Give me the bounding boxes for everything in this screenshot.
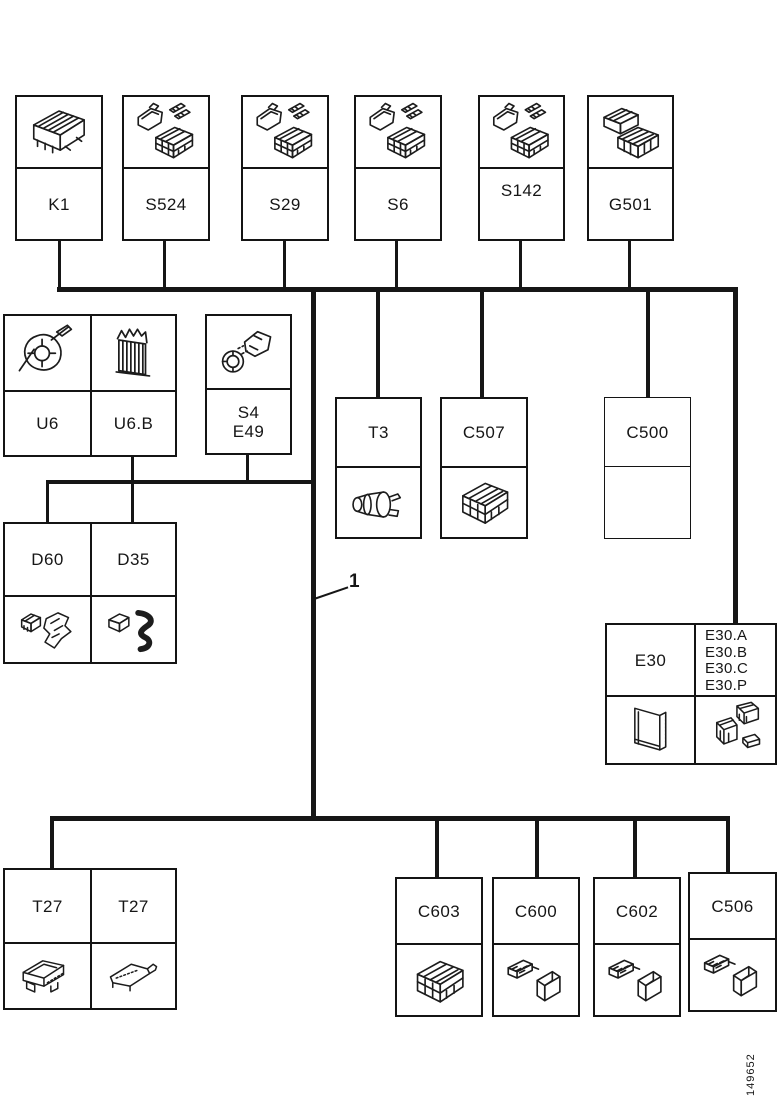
node-t27-left-label: T27 [32,896,63,916]
c500-empty-cell [605,467,690,538]
wire-d35-drop [131,480,134,524]
node-c507 [440,397,528,539]
node-u6b-label: U6.B [90,390,175,455]
s524-illustration [124,97,208,169]
shell-connector-icon [10,947,85,1005]
e30-illustration [607,695,694,763]
t27-left-illustration [5,942,90,1008]
s29-illustration [243,97,327,169]
node-c603 [395,877,483,1017]
node-k1-label: K1 [48,194,70,214]
e30-variants-illustration [694,695,775,763]
wire-t3-drop [376,292,380,398]
wire-right-trunk [733,287,738,624]
node-c500-label: C500 [605,398,690,467]
harness-callout: 1 [349,571,360,592]
node-c602 [593,877,681,1017]
node-t27-right-label: T27 [90,870,175,942]
s4-e49-illustration [207,316,290,390]
wire-c603-drop [435,820,439,879]
node-d60-label: D60 [31,550,64,569]
connector-pair-icon [248,101,322,164]
connector-pair-icon [485,101,558,164]
node-d35-label: D35 [90,524,175,595]
node-group-t27 [3,868,177,1010]
wire-main-trunk [311,287,316,819]
node-g501 [587,95,674,241]
connector-housings-icon [594,101,667,164]
connector-pair-icon [361,101,435,164]
t3-illustration [337,468,420,537]
node-s6 [354,95,442,241]
node-s4-e49-label: S4 E49 [232,402,265,441]
wire-mid-connector [46,480,314,484]
node-s142-label: S142 [500,181,543,200]
k1-illustration [17,97,101,169]
c603-illustration [397,945,481,1015]
terminal-bracket-icon [695,944,770,1007]
node-c506-label: C506 [690,874,775,940]
wire-s29-drop [283,240,286,288]
wire-c507-drop [480,292,484,398]
node-s142 [478,95,565,241]
terminal-bracket-icon [600,949,674,1012]
node-c506 [688,872,777,1012]
node-c603-label: C603 [397,879,481,945]
callout-leader-line [314,586,349,600]
switch-assembly-icon [212,320,285,385]
node-c600 [492,877,580,1017]
wire-u6b-drop [131,456,134,482]
c600-illustration [494,945,578,1015]
node-c500 [604,397,691,539]
connector-pair-icon [129,101,203,164]
node-group-u6 [3,314,177,457]
node-s4-e49 [205,314,292,455]
plug-connector-icon [97,947,170,1005]
node-c507-label: C507 [442,399,526,468]
c506-illustration [690,940,775,1010]
node-group-d60-d35 [3,522,177,664]
t27-right-illustration [90,942,175,1008]
wire-c600-drop [535,820,539,879]
c602-illustration [595,945,679,1015]
s6-illustration [356,97,440,169]
c507-illustration [442,468,526,537]
node-s6-label: S6 [387,194,409,214]
drawing-number: 149652 [745,1053,757,1096]
d35-illustration [90,595,175,662]
grommet-wire-icon [97,600,170,659]
connector-block-icon [447,471,521,533]
horn-unit-icon [10,320,85,387]
wire-t27-drop [50,816,54,870]
wire-c602-drop [633,820,637,879]
node-k1 [15,95,103,241]
connector-set-icon [701,700,771,759]
node-s524-label: S524 [145,194,187,214]
connector-block-icon [402,949,476,1012]
node-e30-label: E30 [634,650,667,670]
wire-g501-drop [628,240,631,288]
wire-top-bus [57,287,738,292]
wire-k1-drop [58,239,61,288]
cylindrical-sensor-icon [342,471,415,533]
node-t3 [335,397,422,539]
node-t3-label: T3 [337,399,420,468]
terminal-bracket-icon [499,949,573,1012]
u6b-illustration [90,316,175,390]
d60-illustration [5,595,90,662]
wire-bottom-bus [50,816,730,821]
u6-illustration [5,316,90,390]
node-s29 [241,95,329,241]
node-c602-label: C602 [595,879,679,945]
wire-s142-drop [519,240,522,288]
ribbed-unit-icon [97,320,170,387]
wire-s6-drop [395,240,398,288]
s142-illustration [480,97,563,169]
node-g501-label: G501 [608,194,653,214]
node-s29-label: S29 [269,194,301,214]
wire-s524-drop [163,240,166,288]
relay-module-icon [22,101,96,164]
control-module-icon [612,700,689,759]
wire-s4-e49-drop [246,454,249,482]
node-s524 [122,95,210,241]
sensor-harness-icon [10,600,85,659]
wire-d60-drop [46,480,49,524]
node-c600-label: C600 [494,879,578,945]
node-e30-variants-label: E30.A E30.B E30.C E30.P [694,625,775,695]
node-u6-label: U6 [5,390,90,455]
wire-c506-drop [726,816,730,874]
wire-c500-drop [646,292,650,398]
g501-illustration [589,97,672,169]
node-group-e30 [605,623,777,765]
